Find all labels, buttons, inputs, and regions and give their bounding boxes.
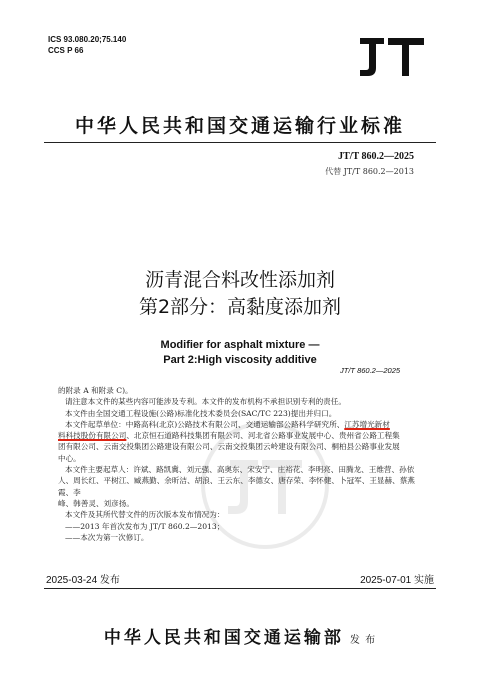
text-line: 本文件及其所代替文件的历次版本发布情况为：	[65, 510, 225, 520]
cn-title-line2: 第2部分：高黏度添加剂	[138, 296, 342, 318]
en-title-line1: Modifier for asphalt mixture —	[160, 339, 320, 351]
publisher-suffix: 发 布	[349, 635, 377, 646]
underlined-company: 江苏增光新材	[344, 419, 390, 429]
text-line: 本文件由全国交通工程设施(公路)标准化技术委员会(SAC/TC 223)提出并归口。	[65, 408, 337, 418]
replaces-note: 代替 JT/T 860.2—2013	[325, 167, 414, 176]
issue-date: 2025-03-24 发布	[46, 575, 120, 586]
standard-code: JT/T 860.2—2025	[338, 151, 414, 162]
jt-logo	[356, 34, 428, 80]
text-line: 峰、韩善灵、刘彦扬。	[58, 498, 134, 508]
overlay-standard-code: JT/T 860.2—2025	[340, 366, 401, 375]
standard-type-title: 中华人民共和国交通运输行业标准	[74, 115, 405, 137]
cn-title-line1: 沥青混合料改性添加剂	[144, 269, 335, 291]
ics-code-block	[48, 34, 126, 56]
foreword-text	[58, 385, 428, 543]
top-divider	[44, 142, 436, 143]
text-line: 的附录 A 和附录 C)。	[58, 386, 133, 395]
effective-date: 2025-07-01 实施	[360, 575, 434, 586]
ics-code: ICS 93.080.20;75.140	[48, 35, 127, 44]
ccs-code: CCS P 66	[48, 46, 84, 55]
text-line: 中心。	[58, 453, 81, 463]
bottom-divider	[44, 588, 436, 589]
publisher: 中华人民共和国交通运输部 发 布	[103, 628, 377, 648]
text-line: ——本次为第一次修订。	[65, 532, 149, 542]
text-line: 团有限公司、云南交投集团公路建设有限公司、云南交投集团云岭建设有限公司、桐柏县公路事业发展	[58, 442, 400, 452]
en-title-line2: Part 2:High viscosity additive	[163, 354, 317, 366]
text-line: 料科技股份有限公司、北京恒石道路科技集团有限公司、河北省公路事业发展中心、贵州省公路工程集	[58, 431, 400, 441]
text-line: ——2013 年首次发布为 JT/T 860.2—2013；	[65, 521, 225, 531]
text-line: 本文件主要起草人：许斌、路凯冀、刘元强、高奥东、宋安宁、庄裕花、李明亮、田腾龙、王维营、孙依	[65, 465, 415, 475]
text-line: 请注意本文件的某些内容可能涉及专利。本文件的发布机构不承担识别专利的责任。	[65, 397, 346, 407]
text-line: 本文件起草单位：中路高科(北京)公路技术有限公司、交通运输部公路科学研究所、江苏增光新材	[65, 419, 390, 429]
underlined-company: 料科技股份有限公司	[58, 431, 127, 441]
text-line: 人、周长红、平树江、臧燕勤、余昕洁、胡浪、王云东、李德女、唐存荣、李怀健、卜冠军、王显赫、蔡燕霞、李	[58, 476, 415, 497]
